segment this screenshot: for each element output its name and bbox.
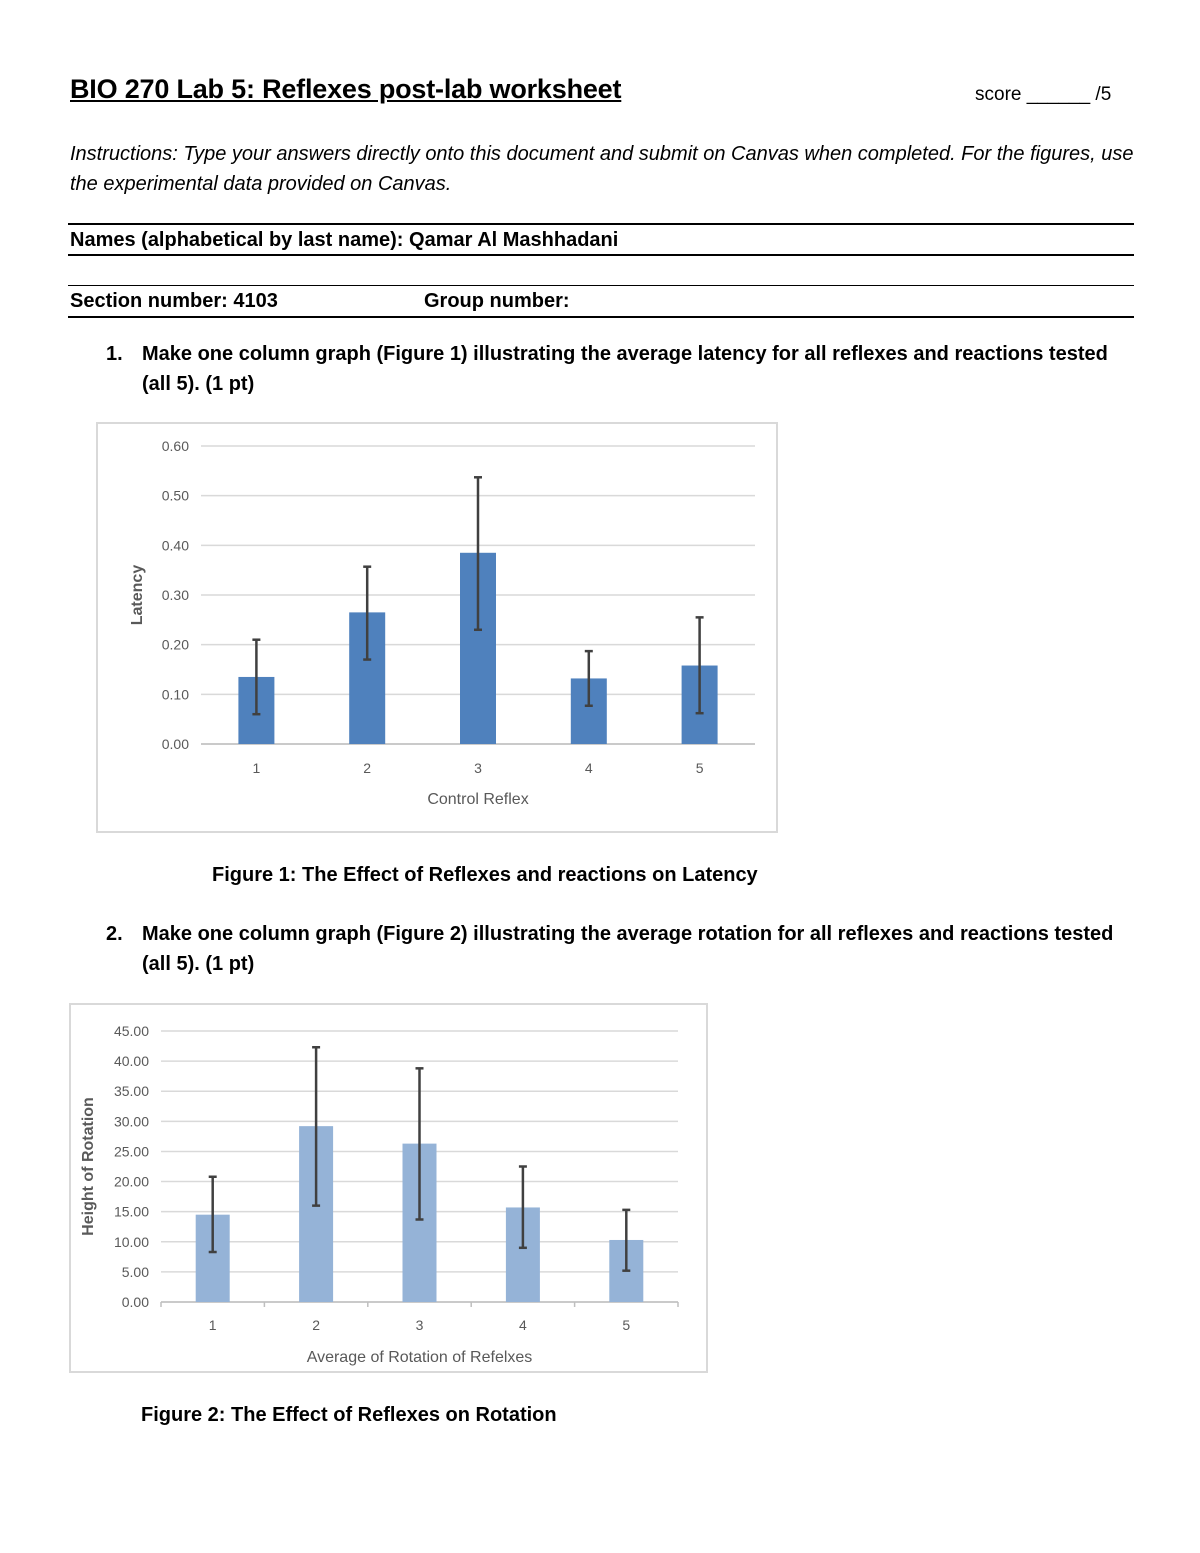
names-label: Names (alphabetical by last name): [70, 229, 404, 251]
y-tick-label: 15.00 [113, 1203, 149, 1220]
names-value[interactable]: Qamar Al Mashhadani [409, 229, 619, 251]
x-tick-label: 1 [252, 760, 261, 776]
figure-1-chart [96, 422, 778, 833]
y-axis-title: Height of Rotation [80, 1097, 97, 1236]
x-axis-title: Control Reflex [427, 791, 529, 808]
y-axis-title: Latency [129, 564, 146, 626]
section-label: Section number: [70, 290, 228, 312]
divider [68, 254, 1134, 256]
y-tick-label: 10.00 [113, 1233, 149, 1250]
section-row [70, 290, 278, 313]
figure-1-caption: Figure 1: The Effect of Reflexes and reactions on Latency [212, 864, 758, 886]
group-label: Group number: [424, 290, 570, 312]
figure-2-caption: Figure 2: The Effect of Reflexes on Rotation [141, 1404, 557, 1426]
x-tick-label: 2 [363, 760, 372, 776]
x-tick-label: 4 [584, 760, 593, 776]
y-tick-label: 45.00 [113, 1023, 149, 1039]
y-tick-label: 30.00 [113, 1113, 149, 1130]
divider [68, 223, 1134, 225]
y-tick-label: 25.00 [113, 1143, 149, 1160]
question-number: 2. [106, 923, 123, 945]
x-tick-label: 2 [312, 1317, 320, 1333]
x-tick-label: 3 [415, 1317, 424, 1333]
score-field: score ______ /5 [975, 84, 1112, 105]
y-tick-label: 0.10 [161, 686, 189, 703]
y-tick-label: 20.00 [113, 1173, 149, 1190]
y-tick-label: 0.60 [161, 438, 189, 454]
question-text: Make one column graph (Figure 1) illustrating the average latency for all reflexes and reactions tested (all 5). (1 pt) [142, 343, 1108, 395]
y-tick-label: 40.00 [113, 1053, 149, 1070]
latency-chart-svg [98, 424, 776, 831]
rotation-chart-svg [71, 1005, 706, 1371]
y-tick-label: 0.50 [161, 487, 189, 504]
x-tick-label: 1 [208, 1317, 217, 1333]
names-row [70, 229, 618, 252]
x-tick-label: 5 [695, 760, 704, 776]
group-row [424, 290, 570, 313]
y-tick-label: 0.20 [161, 636, 189, 653]
x-axis-title: Average of Rotation of Refelxes [306, 1349, 533, 1366]
worksheet-title: BIO 270 Lab 5: Reflexes post-lab worksheet [70, 74, 622, 104]
question-number: 1. [106, 343, 123, 365]
divider [68, 316, 1134, 318]
divider [68, 285, 1134, 286]
y-tick-label: 0.00 [161, 736, 189, 752]
y-tick-label: 0.40 [161, 537, 189, 554]
x-tick-label: 5 [622, 1317, 631, 1333]
question-2 [106, 919, 1136, 979]
figure-2-chart [69, 1003, 708, 1373]
question-1 [106, 339, 1136, 399]
y-tick-label: 0.30 [161, 587, 189, 603]
x-tick-label: 3 [474, 760, 482, 776]
y-tick-label: 0.00 [121, 1294, 149, 1310]
instructions-text: Instructions: Type your answers directly onto this document and submit on Canvas when completed. For the figures, use the experimental data provided on Canvas. [70, 143, 1134, 195]
question-text: Make one column graph (Figure 2) illustrating the average rotation for all reflexes and reactions tested (all 5). (1 pt) [142, 923, 1114, 975]
y-tick-label: 35.00 [113, 1083, 149, 1100]
y-tick-label: 5.00 [121, 1263, 149, 1280]
x-tick-label: 4 [519, 1317, 527, 1333]
section-value[interactable]: 4103 [233, 290, 278, 312]
